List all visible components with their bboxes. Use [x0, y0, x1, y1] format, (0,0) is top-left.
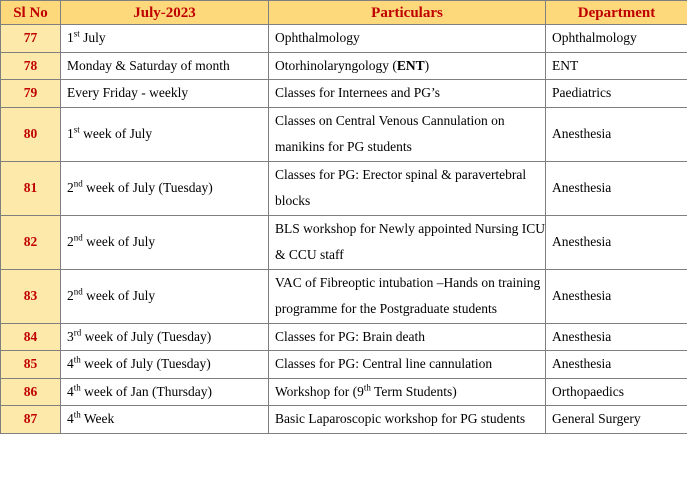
- department-cell: Orthopaedics: [546, 378, 687, 406]
- table-row: [1, 323, 687, 351]
- sl-no-cell: 85: [1, 351, 61, 379]
- sl-no-cell: 79: [1, 80, 61, 108]
- date-cell: 2nd week of July (Tuesday): [61, 161, 269, 215]
- department-cell: Paediatrics: [546, 80, 687, 108]
- sl-no-cell: 78: [1, 52, 61, 80]
- table-row: [1, 215, 687, 269]
- particulars-cell: Otorhinolaryngology (ENT): [269, 52, 546, 80]
- date-cell: 4th week of Jan (Thursday): [61, 378, 269, 406]
- sl-no-cell: 82: [1, 215, 61, 269]
- particulars-cell: Ophthalmology: [269, 25, 546, 53]
- header-row: [1, 1, 687, 25]
- date-cell: 1st July: [61, 25, 269, 53]
- particulars-cell: Classes for PG: Erector spinal & paravertebral blocks: [269, 161, 546, 215]
- particulars-cell: Basic Laparoscopic workshop for PG students: [269, 406, 546, 434]
- particulars-cell: Classes for PG: Central line cannulation: [269, 351, 546, 379]
- department-cell: Anesthesia: [546, 269, 687, 323]
- sl-no-cell: 80: [1, 107, 61, 161]
- sl-no-cell: 86: [1, 378, 61, 406]
- table-row: [1, 161, 687, 215]
- header-sl-no: Sl No: [1, 1, 61, 25]
- header-department: Department: [546, 1, 687, 25]
- sl-no-cell: 83: [1, 269, 61, 323]
- department-cell: Anesthesia: [546, 323, 687, 351]
- header-month: July-2023: [61, 1, 269, 25]
- particulars-cell: BLS workshop for Newly appointed Nursing ICU & CCU staff: [269, 215, 546, 269]
- department-cell: Anesthesia: [546, 215, 687, 269]
- table-row: [1, 378, 687, 406]
- table-row: [1, 351, 687, 379]
- particulars-cell: VAC of Fibreoptic intubation –Hands on training programme for the Postgraduate students: [269, 269, 546, 323]
- date-cell: 2nd week of July: [61, 269, 269, 323]
- department-cell: Anesthesia: [546, 161, 687, 215]
- table-row: [1, 269, 687, 323]
- particulars-cell: Classes for Internees and PG’s: [269, 80, 546, 108]
- table-row: [1, 107, 687, 161]
- table-row: [1, 80, 687, 108]
- date-cell: 2nd week of July: [61, 215, 269, 269]
- sl-no-cell: 77: [1, 25, 61, 53]
- date-cell: 4th week of July (Tuesday): [61, 351, 269, 379]
- date-cell: 3rd week of July (Tuesday): [61, 323, 269, 351]
- date-cell: Monday & Saturday of month: [61, 52, 269, 80]
- particulars-cell: Workshop for (9th Term Students): [269, 378, 546, 406]
- department-cell: Anesthesia: [546, 107, 687, 161]
- sl-no-cell: 81: [1, 161, 61, 215]
- sl-no-cell: 84: [1, 323, 61, 351]
- particulars-cell: Classes for PG: Brain death: [269, 323, 546, 351]
- date-cell: 1st week of July: [61, 107, 269, 161]
- table-row: [1, 25, 687, 53]
- department-cell: General Surgery: [546, 406, 687, 434]
- sl-no-cell: 87: [1, 406, 61, 434]
- header-particulars: Particulars: [269, 1, 546, 25]
- date-cell: Every Friday - weekly: [61, 80, 269, 108]
- table-row: [1, 406, 687, 434]
- department-cell: ENT: [546, 52, 687, 80]
- particulars-cell: Classes on Central Venous Cannulation on manikins for PG students: [269, 107, 546, 161]
- department-cell: Anesthesia: [546, 351, 687, 379]
- table-row: [1, 52, 687, 80]
- department-cell: Ophthalmology: [546, 25, 687, 53]
- date-cell: 4th Week: [61, 406, 269, 434]
